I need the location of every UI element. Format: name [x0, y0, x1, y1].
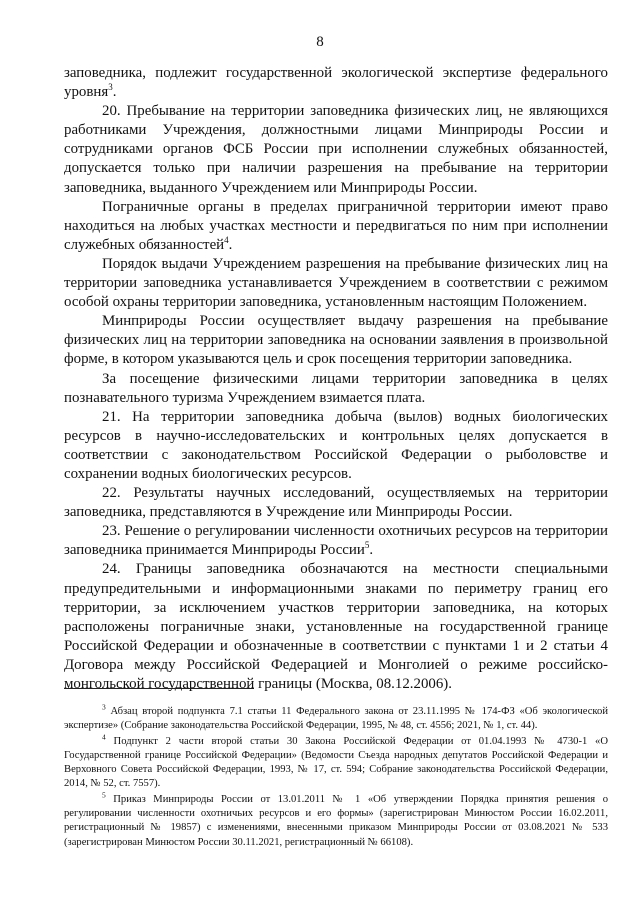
footnote-separator [64, 688, 254, 689]
paragraph-permit-issuance: Минприроды России осуществляет выдачу разрешения на пребывание физических лиц на территории заповедника на основании заявления в произвольной форме, в котором указываются цель и срок посещения территории заповедника. [64, 313, 608, 368]
paragraph-border-authorities: Пограничные органы в пределах приграничной территории имеют право находиться на любых участках местности и передвигаться по ним при исполнении служебных обязанностей$^4$. [64, 198, 608, 253]
paragraph-21: 21. На территории заповедника добыча (вылов) водных биологических ресурсов в научно-исследовательских и контрольных целях допускается в соответствии с законодательством Российской Федерации о рыболовстве и сохранении водных биологических ресурсов. [64, 408, 608, 482]
paragraph-20: 20. Пребывание на территории заповедника физических лиц, не являющихся работниками Учреждения, должностными лицами Минприроды России и сотрудниками органов ФСБ России при исполнении служебных обязанностей, допускается только при наличии разрешения на пребывание на территории заповедника, выданного Учреждением или Минприроды России. [64, 103, 608, 196]
footnote-ref-3[interactable]: 3 [108, 82, 113, 93]
paragraph-permit-procedure: Порядок выдачи Учреждением разрешения на пребывание физических лиц на территории заповедника устанавливается Учреждением в соответствии с режимом особой охраны территории заповедника, установленным настоящим Положением. [64, 255, 608, 311]
footnote-3: $^3$ Абзац второй подпункта 7.1 статьи 11 Федерального закона от 23.11.1995 № 174-ФЗ «Об экологической экспертизе» (Собрание законодательства Российской Федерации, 1995, № 48, ст. 4556; 2021, № 1, ст. 44). [64, 702, 608, 732]
footnote-5: $^5$ Приказ Минприроды России от 13.01.2011 № 1 «Об утверждении Порядка принятия решения о регулировании численности охотничьих ресурсов и его формы» (зарегистрирован Минюстом России 16.02.2011, регистрационный № 19857) с изменениями, внесенными приказом Минприроды России от 03.08.2021 № 533 (зарегистрирован Минюстом России 30.11.2021, регистрационный № 66108). [64, 790, 608, 848]
footnotes [64, 702, 608, 851]
document-body [64, 64, 608, 694]
footnote-ref-5[interactable]: 5 [364, 540, 370, 551]
footnote-ref-4[interactable]: 4 [224, 234, 229, 245]
page-number: 8 [316, 34, 324, 50]
paragraph-24: 24. Границы заповедника обозначаются на местности специальными предупредительными и информационными знаками по периметру границ его территории, за исключением участков территории заповедника, на которых расположены пограничные знаки, установленные на государственной границе Российской Федерации и обозначенные в соответствии с пунктами 1 и 2 статьи 4 Договора между Российской Федерацией и Монголией о режиме российско-монгольской государственной границы (Москва, 08.12.2006). [64, 561, 608, 692]
paragraph-22: 22. Результаты научных исследований, осуществляемых на территории заповедника, представляются в Учреждение или Минприроды России. [64, 485, 608, 521]
footnote-4: $^4$ Подпункт 2 части второй статьи 30 Закона Российской Федерации от 01.04.1993 № 4730-1 «О Государственной границе Российской Федерации» (Ведомости Съезда народных депутатов Российской Федерации и Верховного Совета Российской Федерации, 1993, № 17, ст. 594; Собрание законодательства Российской Федерации, 2014, № 52, ст. 7557). [64, 732, 608, 790]
paragraph-visit-fee: За посещение физическими лицами территории заповедника в целях познавательного туризма Учреждением взимается плата. [64, 370, 608, 406]
paragraph-23: 23. Решение о регулировании численности охотничьих ресурсов на территории заповедника принимается Минприроды России$^5$. [64, 523, 608, 559]
paragraph-continuation: заповедника, подлежит государственной экологической экспертизе федерального уровня$^3$. [64, 65, 608, 101]
